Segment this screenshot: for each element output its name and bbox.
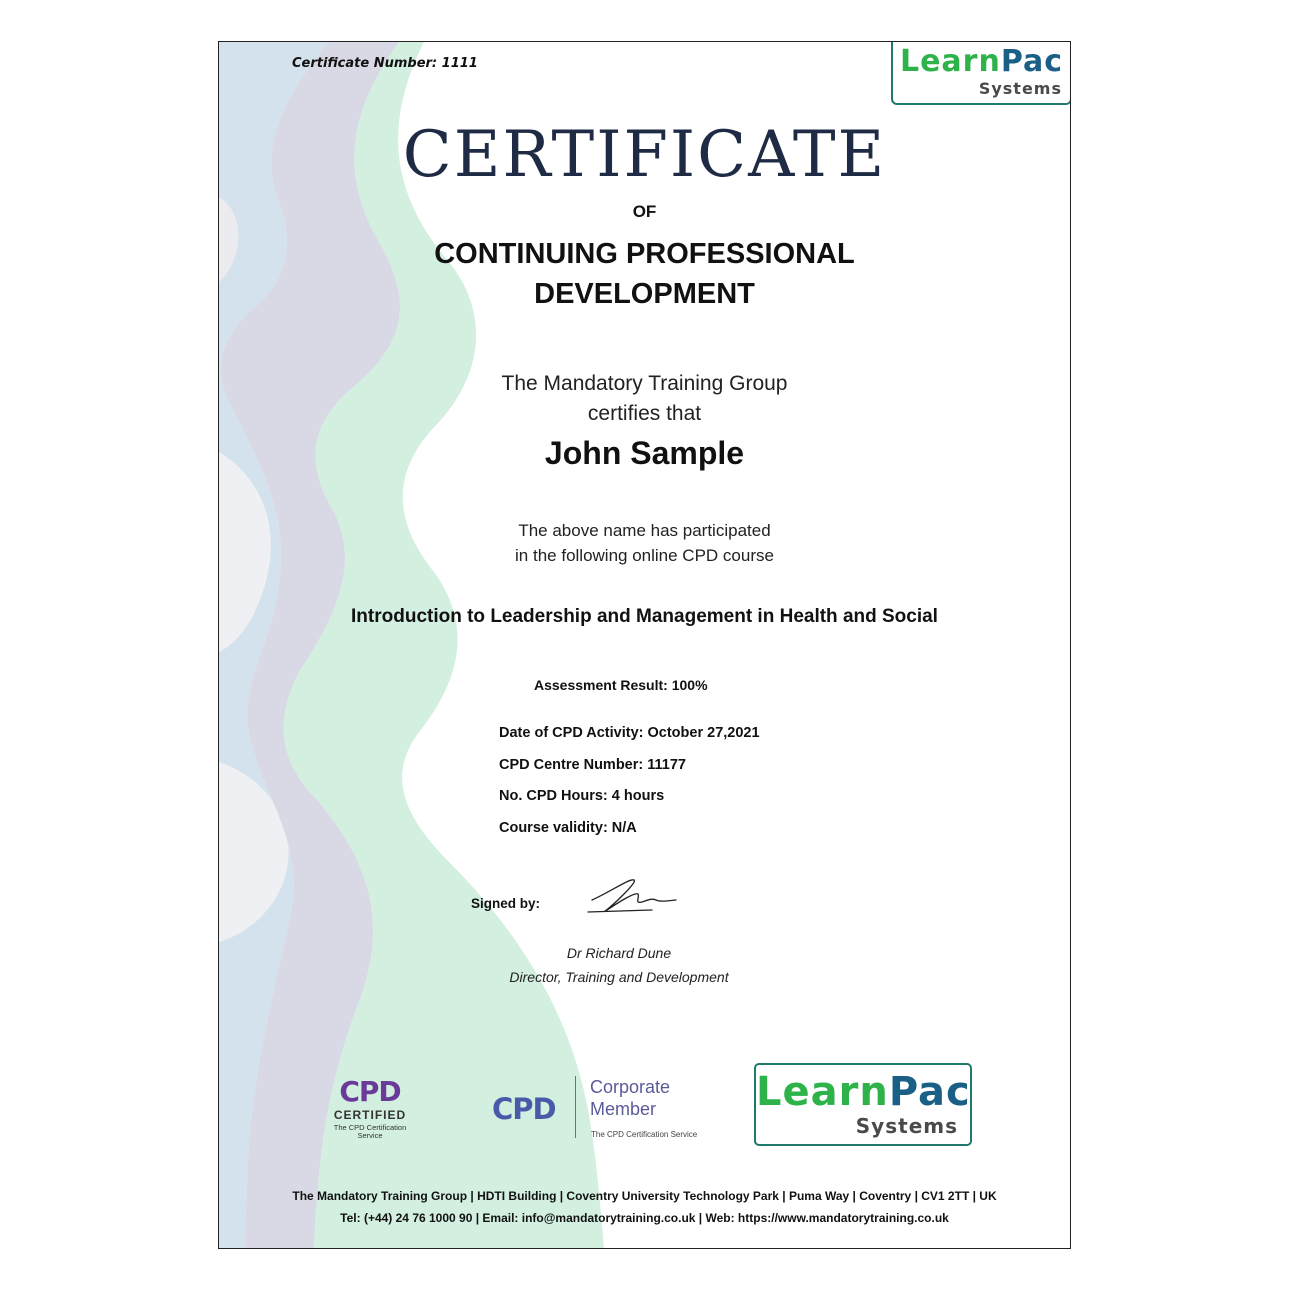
issuer-block xyxy=(219,369,1070,429)
learnpac-logo-top xyxy=(891,42,1071,105)
cpd-member-mark: CPD xyxy=(492,1092,556,1126)
participation-line-1: The above name has participated xyxy=(518,521,771,540)
cpd-member-title-line-1: Corporate xyxy=(590,1077,671,1097)
cpd-certified-mark: CPD xyxy=(339,1075,401,1108)
signature-image xyxy=(582,870,682,920)
subtitle-line-2: DEVELOPMENT xyxy=(534,278,755,310)
subtitle-line-1: CONTINUING PROFESSIONAL xyxy=(434,238,855,270)
logo-wordmark: LearnPac xyxy=(899,44,1064,79)
cpd-corporate-member-badge xyxy=(492,1076,712,1146)
logo-systems-text-large: Systems xyxy=(855,1114,958,1138)
detail-cpd-hours: No. CPD Hours: 4 hours xyxy=(499,788,665,804)
signer-role: Director, Training and Development xyxy=(509,969,729,985)
logo-wordmark-large: LearnPac xyxy=(756,1069,971,1115)
certificate-title: CERTIFICATE xyxy=(402,118,887,192)
cpd-member-divider xyxy=(575,1076,576,1138)
course-title: Introduction to Leadership and Management in Health and Social xyxy=(351,606,938,627)
cpd-member-title xyxy=(590,1076,670,1120)
cpd-certified-small-line-2: Service xyxy=(357,1131,383,1140)
cpd-member-small-text: The CPD Certification Service xyxy=(591,1130,698,1139)
participation-line-2: in the following online CPD course xyxy=(515,546,774,565)
signer-block xyxy=(449,941,789,989)
cpd-member-title-line-2: Member xyxy=(590,1099,657,1119)
title-of: OF xyxy=(632,202,657,221)
logo-systems-text: Systems xyxy=(978,79,1062,98)
assessment-result: Assessment Result: 100% xyxy=(534,677,708,693)
issuer-certifies: certifies that xyxy=(587,402,702,425)
participation-text xyxy=(219,518,1070,568)
cpd-certified-badge xyxy=(327,1075,413,1145)
signer-name: Dr Richard Dune xyxy=(566,945,672,961)
detail-date: Date of CPD Activity: October 27,2021 xyxy=(499,725,760,741)
certificate-page xyxy=(218,41,1071,1249)
cpd-certified-small-line-1: The CPD Certification xyxy=(333,1123,407,1132)
recipient-name: John Sample xyxy=(544,435,745,471)
certificate-number: Certificate Number: 1111 xyxy=(292,56,478,71)
detail-course-validity: Course validity: N/A xyxy=(499,820,637,836)
learnpac-logo-bottom xyxy=(754,1063,972,1146)
cpd-certified-small-text xyxy=(327,1124,413,1140)
footer-address: The Mandatory Training Group | HDTI Building | Coventry University Technology Park | Puma Way | Coventry | CV1 2TT | UK xyxy=(292,1189,997,1203)
footer-contact: Tel: (+44) 24 76 1000 90 | Email: info@mandatorytraining.co.uk | Web: https://www.mandatorytraining.co.uk xyxy=(340,1211,949,1225)
certificate-subtitle xyxy=(219,234,1070,314)
cpd-certified-label: CERTIFIED xyxy=(333,1108,407,1122)
signed-by-label: Signed by: xyxy=(471,896,541,911)
detail-centre-number: CPD Centre Number: 11177 xyxy=(499,757,686,773)
issuer-org: The Mandatory Training Group xyxy=(501,372,788,395)
